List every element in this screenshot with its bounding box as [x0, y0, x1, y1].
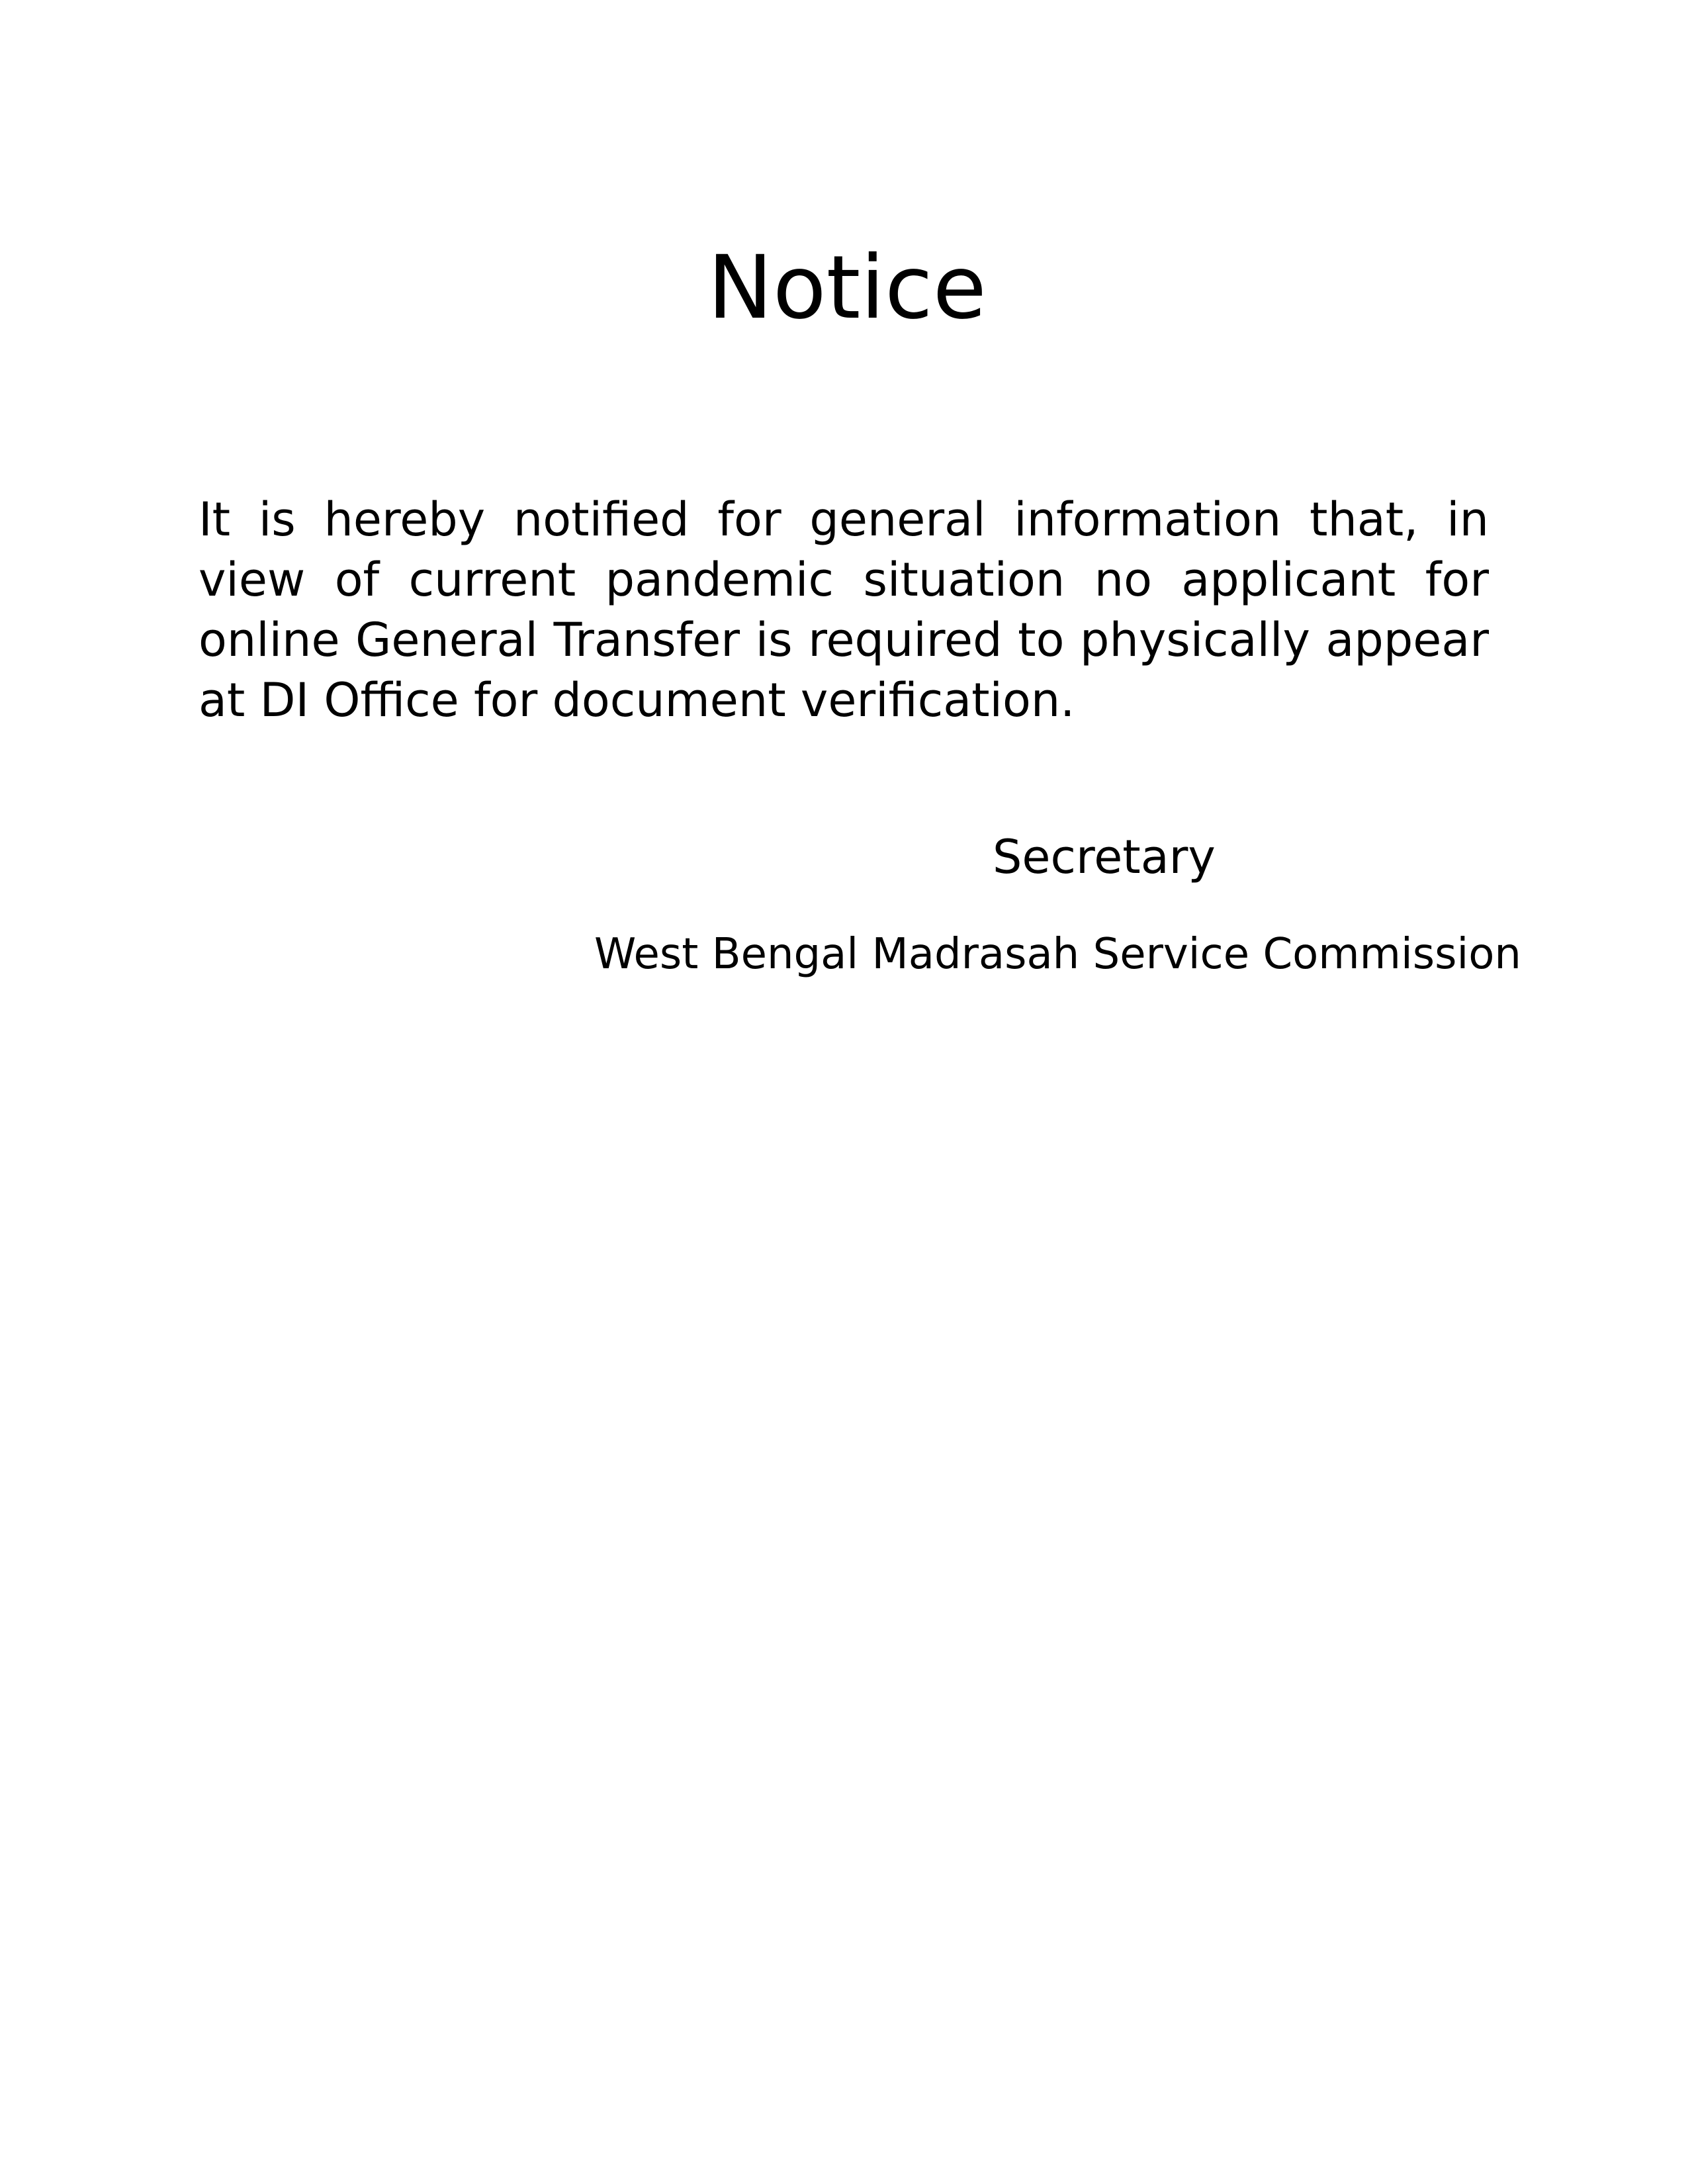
signatory-title: Secretary: [993, 830, 1216, 884]
signatory-organization: West Bengal Madrasah Service Commission: [594, 930, 1521, 979]
notice-body: It is hereby notified for general information that, in view of current pandemic situation no applicant for online General Transfer is required to physically appear at DI Office for document verification.: [199, 492, 1489, 727]
notice-title: Notice: [707, 237, 987, 339]
